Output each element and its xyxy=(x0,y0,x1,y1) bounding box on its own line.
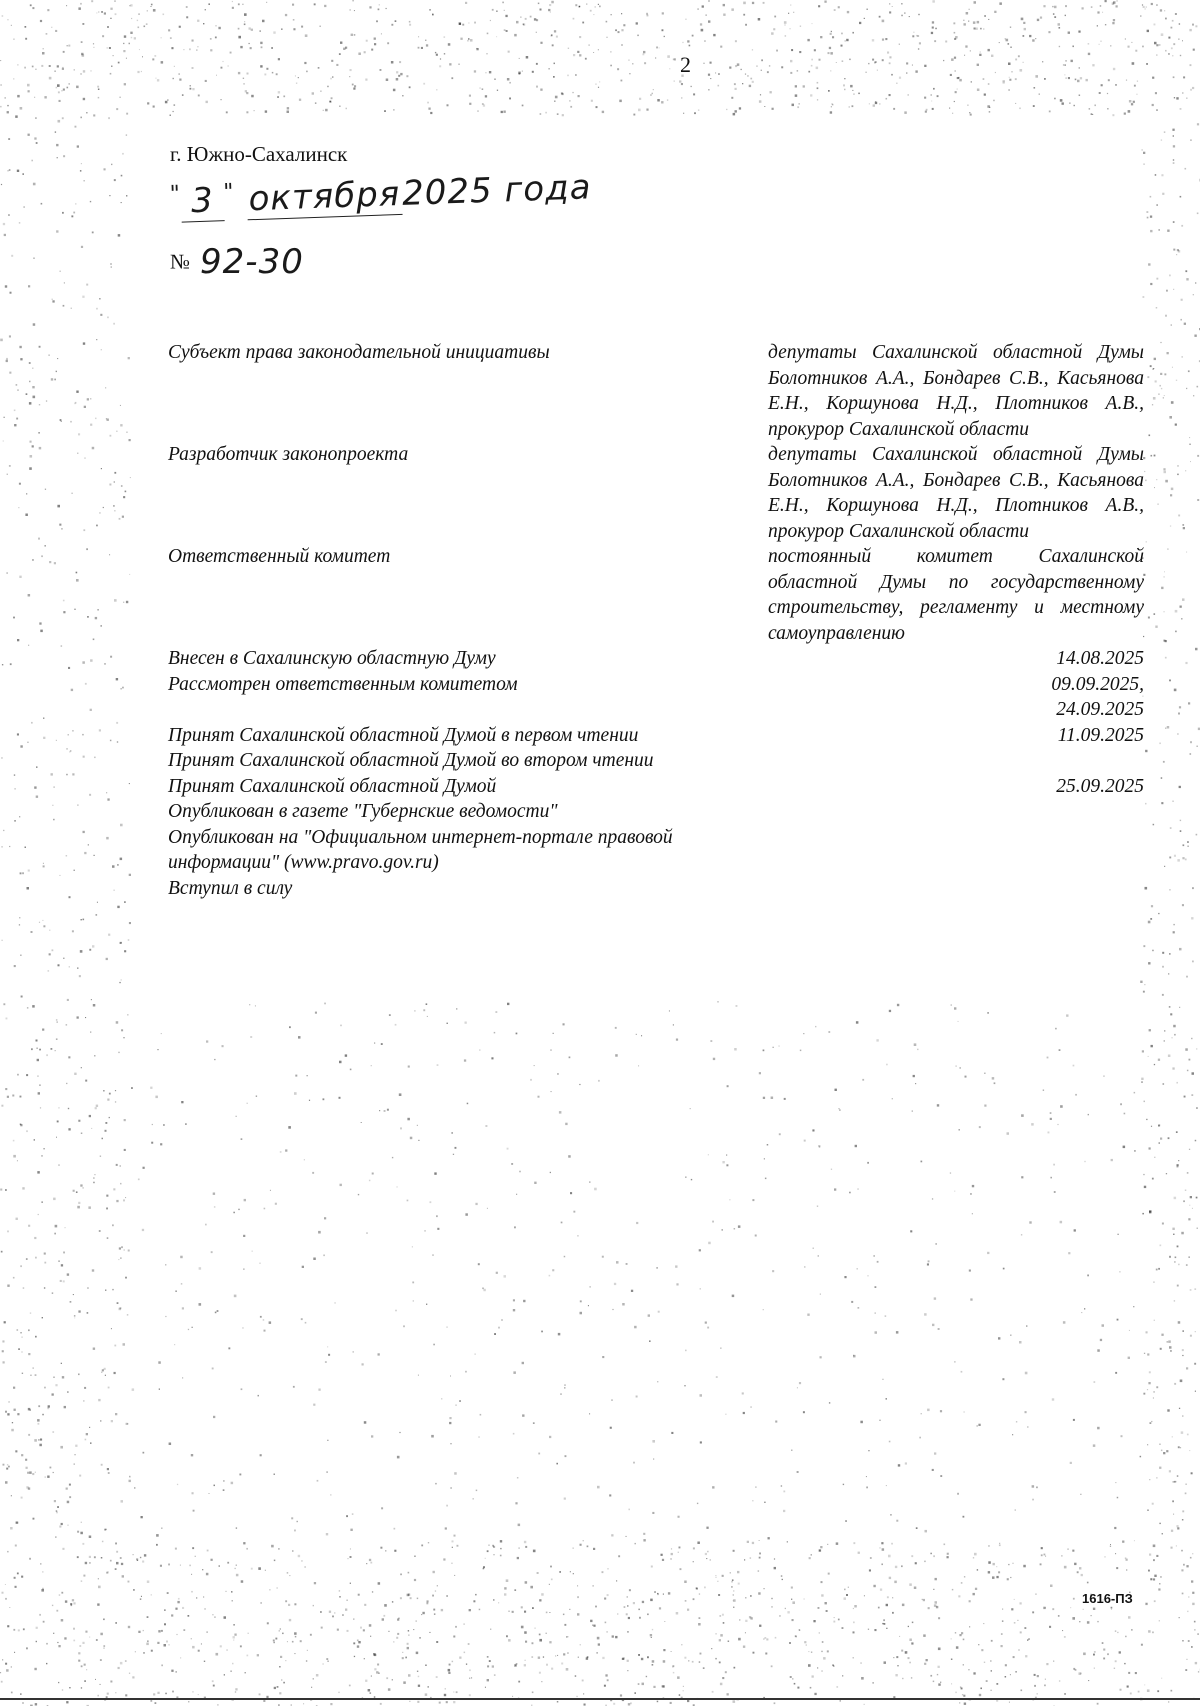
row-date: 09.09.2025, xyxy=(1051,673,1144,695)
row-label: Внесен в Сахалинскую областную Думу xyxy=(168,648,496,669)
table-row xyxy=(168,723,1144,749)
row-date-continued: 24.09.2025 xyxy=(1056,699,1144,720)
row-value: депутаты Сахалинской областной Думы Болотников А.А., Бондарев С.В., Касьянова Е.Н., Коршунова Н.Д., Плотников А.В., прокурор Сахалинской области xyxy=(768,444,1144,542)
page-number: 2 xyxy=(680,52,691,77)
table-row xyxy=(168,672,1144,698)
row-label: Субъект права законодательной инициативы xyxy=(168,342,550,363)
table-row xyxy=(168,774,1144,800)
row-date: 11.09.2025 xyxy=(1057,724,1144,746)
bill-metadata-table xyxy=(168,340,1144,901)
date-suffix: года xyxy=(503,167,593,211)
table-row xyxy=(168,340,1144,442)
scan-edge-line xyxy=(0,1698,1200,1700)
table-row xyxy=(168,442,1144,544)
table-row xyxy=(168,697,1144,723)
row-value: постоянный комитет Сахалинской областной Думы по государственному строительству, регламенту и местному самоуправлению xyxy=(768,546,1144,644)
city-line: г. Южно-Сахалинск xyxy=(170,142,348,166)
row-date xyxy=(768,825,1144,876)
row-date xyxy=(768,876,1144,902)
row-date: 14.08.2025 xyxy=(1056,648,1144,669)
table-row xyxy=(168,544,1144,646)
date-day: 3 xyxy=(180,180,224,222)
row-label: Принят Сахалинской областной Думой xyxy=(168,775,497,797)
number-value: 92-30 xyxy=(200,242,304,282)
table-row xyxy=(168,825,1144,876)
date-month: октября xyxy=(246,174,403,220)
row-label: Опубликован в газете "Губернские ведомости" xyxy=(168,801,558,822)
row-label: Принят Сахалинской областной Думой в первом чтении xyxy=(168,724,639,746)
row-date xyxy=(768,748,1144,774)
row-label: Принят Сахалинской областной Думой во втором чтении xyxy=(168,750,654,771)
number-sign: № xyxy=(170,249,191,274)
row-date xyxy=(768,799,1144,825)
table-row xyxy=(168,646,1144,672)
row-label: Опубликован на "Официальном интернет-портале правовой информации" (www.pravo.gov.ru) xyxy=(168,826,673,873)
date-year: 2025 xyxy=(401,170,494,214)
table-row xyxy=(168,876,1144,902)
date-quote-open: " xyxy=(169,181,182,207)
date-quote-close: " xyxy=(223,179,236,206)
row-date: 25.09.2025 xyxy=(1056,775,1144,797)
table-row xyxy=(168,748,1144,774)
row-label: Вступил в силу xyxy=(168,877,293,899)
row-label: Рассмотрен ответственным комитетом xyxy=(168,673,518,695)
table-row xyxy=(168,799,1144,825)
row-label xyxy=(168,697,768,723)
document-number xyxy=(170,242,304,282)
row-value: депутаты Сахалинской областной Думы Болотников А.А., Бондарев С.В., Касьянова Е.Н., Коршунова Н.Д., Плотников А.В., прокурор Сахалинской области xyxy=(768,342,1144,440)
document-code: 1616-ПЗ xyxy=(1082,1591,1133,1606)
row-label: Ответственный комитет xyxy=(168,546,391,567)
row-label: Разработчик законопроекта xyxy=(168,444,409,465)
